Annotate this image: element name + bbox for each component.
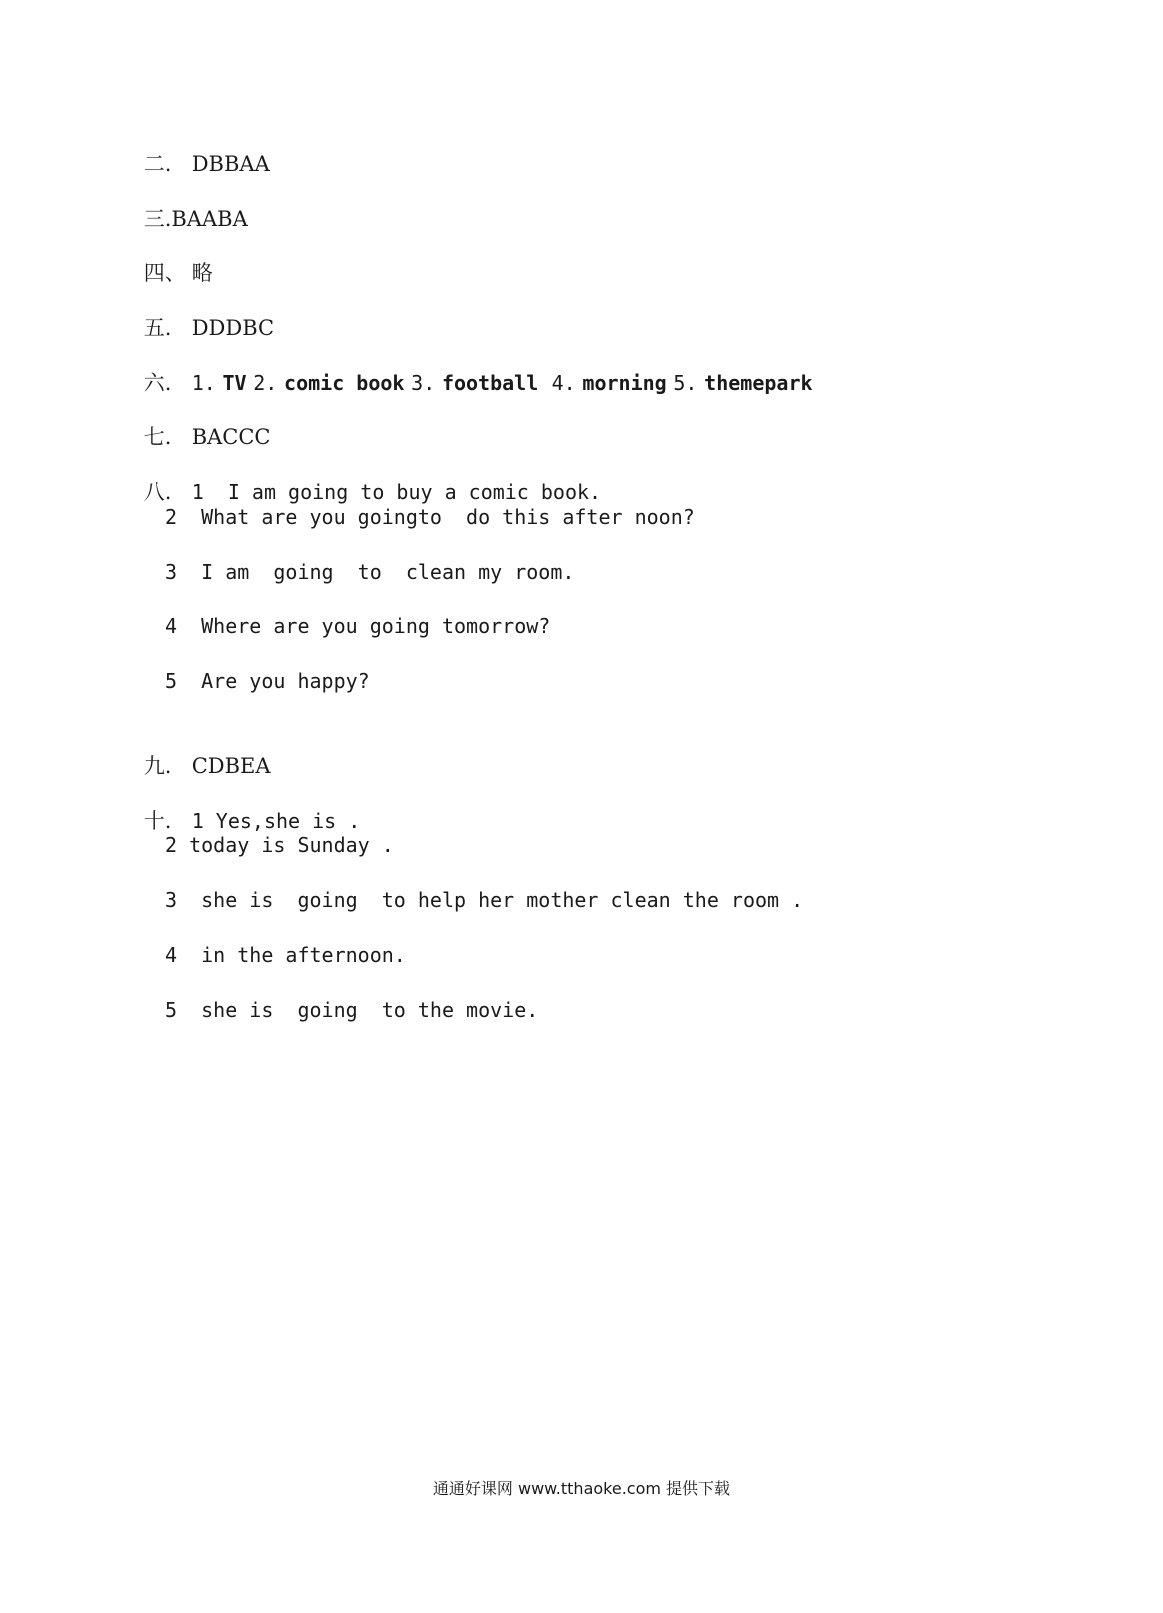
section-number: 七. xyxy=(143,425,172,449)
footer-credit: 通通好课网 www.tthaoke.com 提供下载 xyxy=(432,1479,731,1498)
reading-answer: 5 she is going to the movie. xyxy=(165,998,539,1022)
section-number: 十. xyxy=(143,809,172,833)
section-4 xyxy=(117,228,213,285)
fill-item-5-answer: themepark xyxy=(704,371,813,395)
fill-item-3-answer: football xyxy=(441,371,539,395)
section-2 xyxy=(117,119,270,176)
fill-item-1-answer: TV xyxy=(222,371,247,395)
section-answer: 略 xyxy=(191,261,213,285)
sentence-item: 4 Where are you going tomorrow? xyxy=(165,614,551,638)
section-3 xyxy=(117,174,248,231)
section-5 xyxy=(117,283,275,340)
section-number: 九. xyxy=(143,754,172,778)
section-answer: DDDBC xyxy=(191,316,275,340)
section-answer: 三.BAABA xyxy=(143,207,248,231)
reading-answer: 1 Yes,she is . xyxy=(191,809,361,833)
reading-answer: 2 today is Sunday . xyxy=(165,833,394,857)
sentence-item: 2 What are you goingto do this after noon? xyxy=(165,505,695,529)
section-answer: DBBAA xyxy=(191,152,270,176)
section-answer: BACCC xyxy=(191,425,271,449)
reading-answer: 3 she is going to help her mother clean the room . xyxy=(165,888,804,912)
section-number: 四、 xyxy=(143,261,186,285)
sentence-item: 5 Are you happy? xyxy=(165,669,370,693)
fill-item-4-answer: morning xyxy=(582,371,667,395)
sentence-item: 1 I am going to buy a comic book. xyxy=(191,480,602,504)
section-answer: CDBEA xyxy=(191,754,271,778)
section-number: 八. xyxy=(143,480,172,504)
fill-item-4-label: 4. xyxy=(551,371,576,395)
section-number: 五. xyxy=(143,316,172,340)
reading-answer: 4 in the afternoon. xyxy=(165,943,406,967)
section-7 xyxy=(117,392,271,449)
section-number: 二. xyxy=(143,152,172,176)
section-6 xyxy=(117,338,813,395)
fill-item-2-answer: comic book xyxy=(284,371,405,395)
section-9 xyxy=(117,721,271,778)
section-number: 六. xyxy=(143,371,172,395)
fill-item-2-label: 2. xyxy=(253,371,278,395)
fill-item-1-label: 1. xyxy=(191,371,216,395)
section-10 xyxy=(117,776,361,833)
sentence-item: 3 I am going to clean my room. xyxy=(165,560,575,584)
fill-item-5-label: 5. xyxy=(673,371,698,395)
fill-item-3-label: 3. xyxy=(411,371,436,395)
section-8 xyxy=(117,447,602,504)
